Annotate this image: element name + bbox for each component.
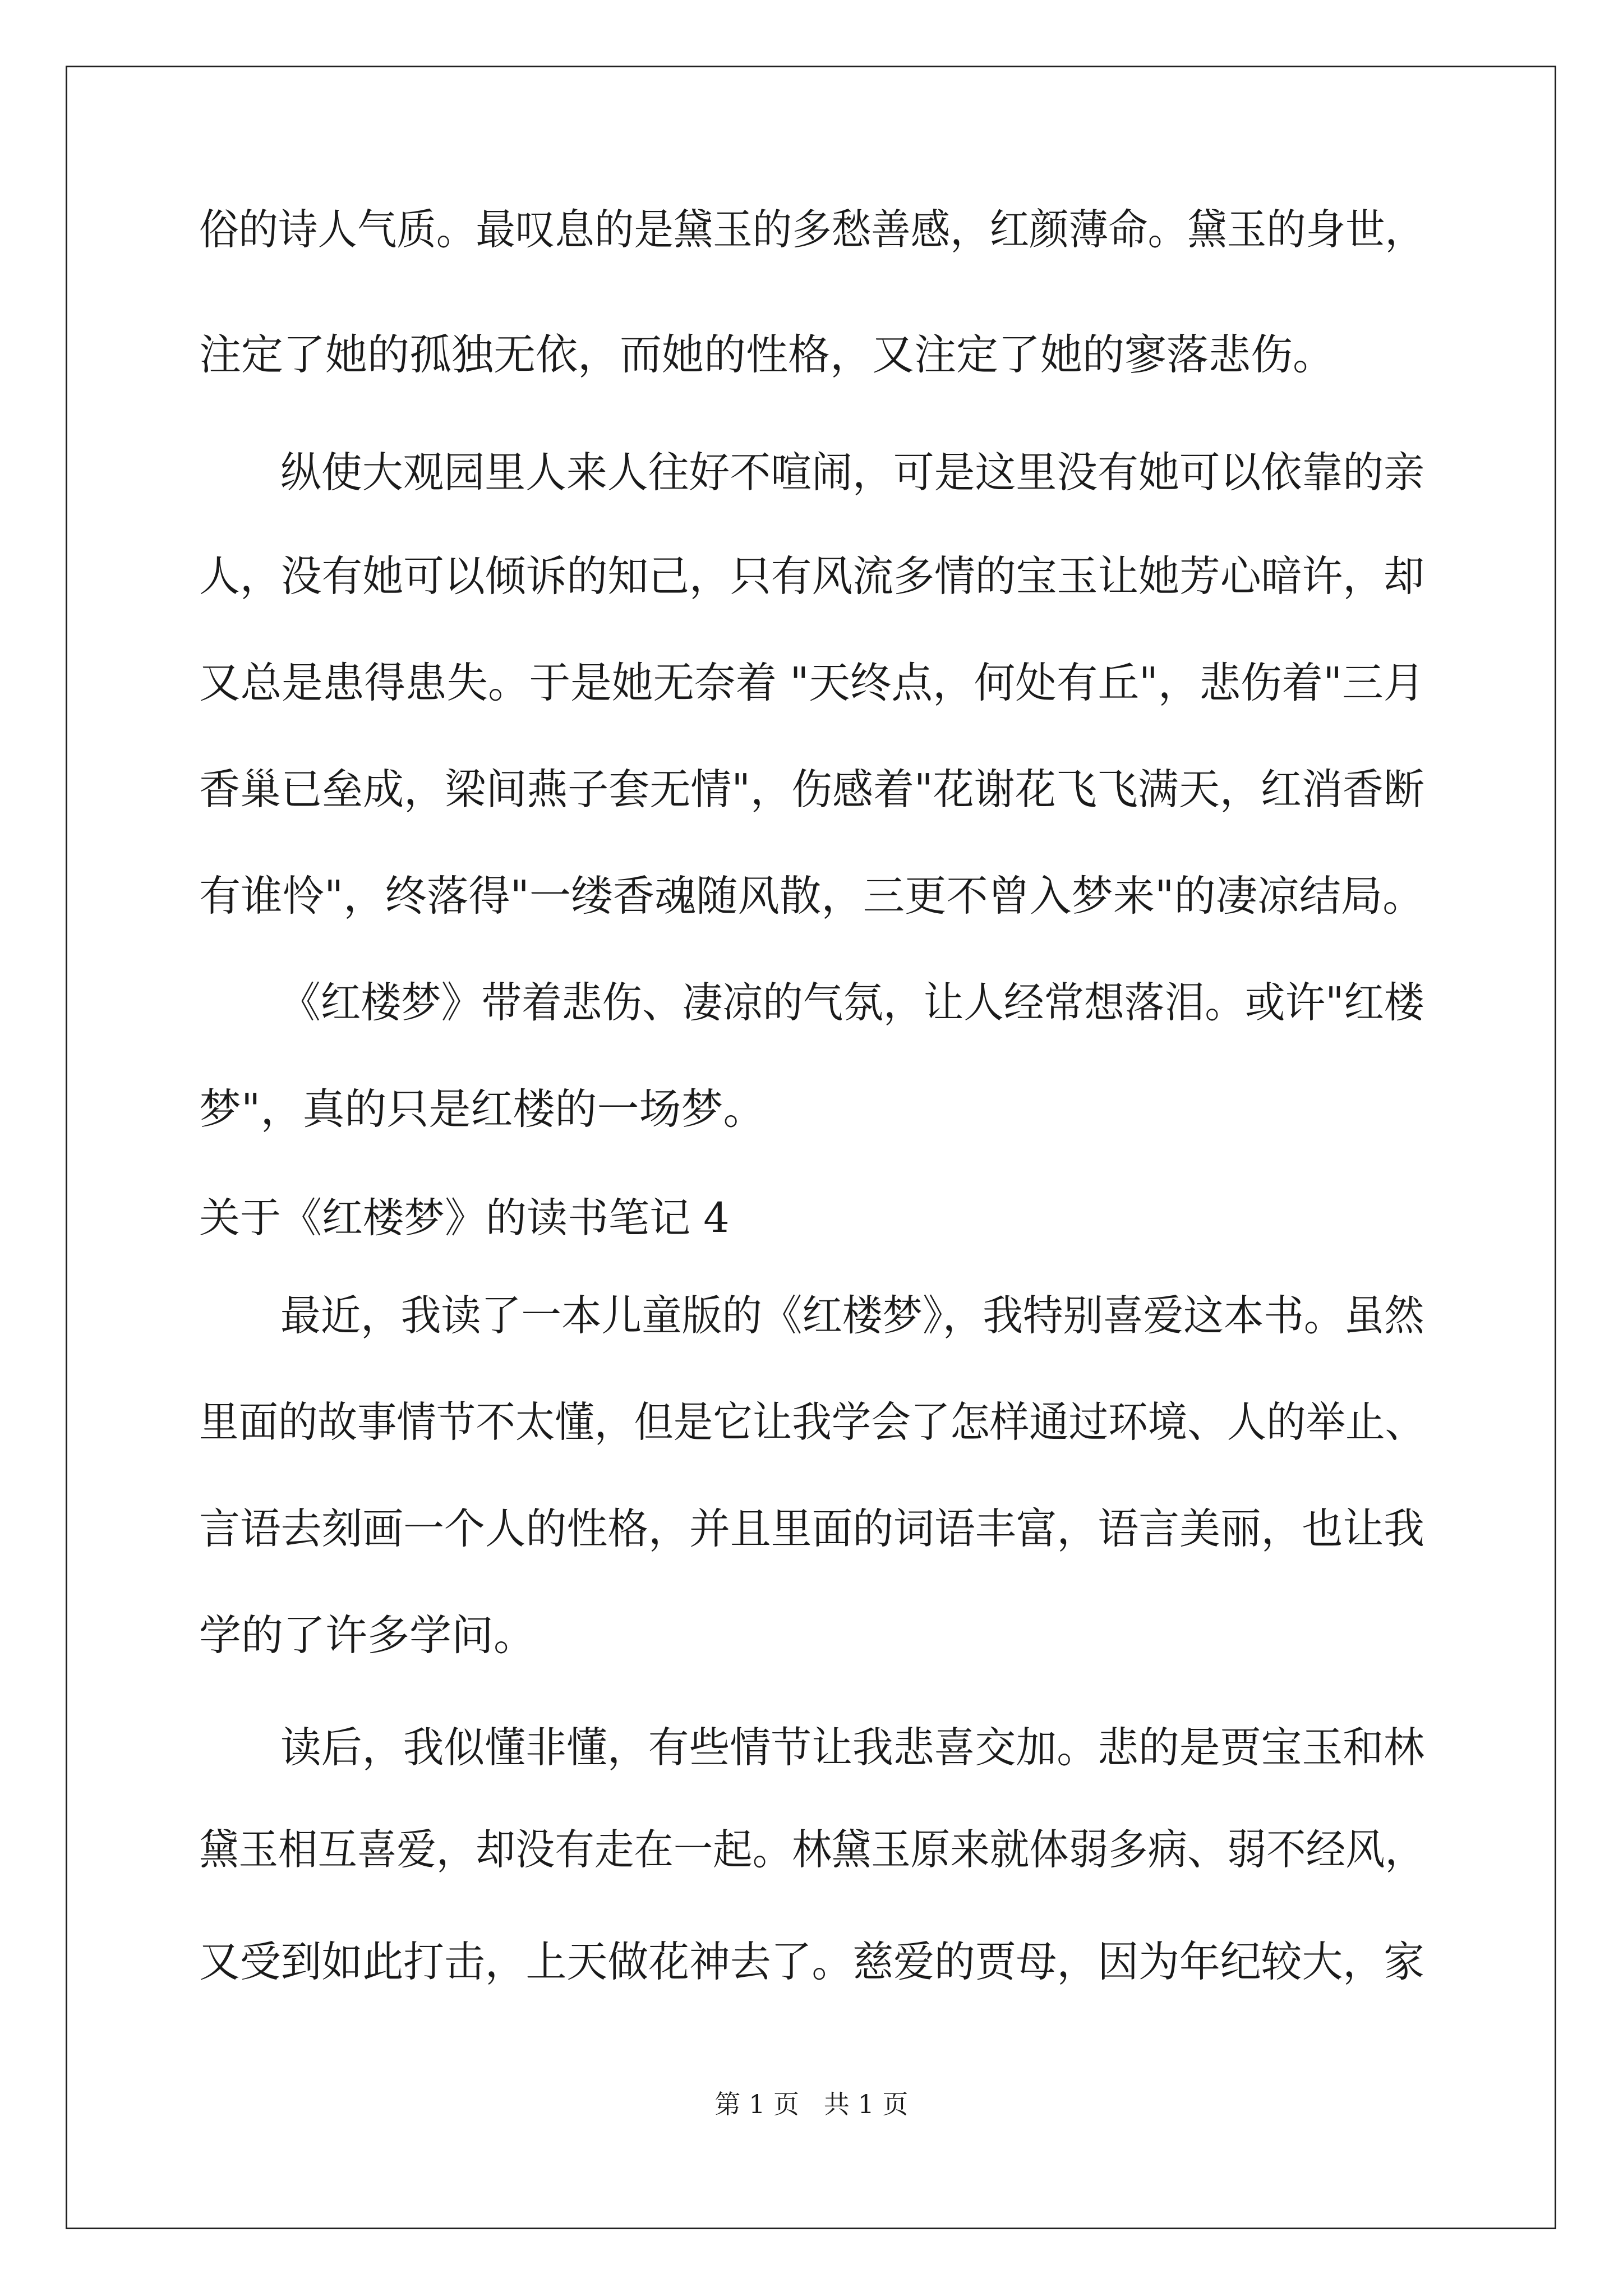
text-line: 注定了她的孤独无依，而她的性格，又注定了她的寥落悲伤。 <box>199 330 1335 379</box>
text-line: 言语去刻画一个人的性格，并且里面的词语丰富，语言美丽，也让我 <box>199 1504 1424 1553</box>
text-line: 学的了许多学问。 <box>199 1611 536 1660</box>
text-line: 又受到如此打击，上天做花神去了。慈爱的贾母，因为年纪较大，家 <box>199 1937 1424 1986</box>
text-line: 又总是患得患失。于是她无奈着 "天终点，何处有丘"，悲伤着"三月 <box>199 658 1425 707</box>
text-line: 《红楼梦》带着悲伤、凄凉的气氛，让人经常想落泪。或许"红楼 <box>280 978 1424 1027</box>
text-line: 有谁怜"，终落得"一缕香魂随风散，三更不曾入梦来"的凄凉结局。 <box>199 871 1424 921</box>
page-footer: 第 1 页 共 1 页 <box>714 2089 909 2119</box>
text-line: 读后，我似懂非懂，有些情节让我悲喜交加。悲的是贾宝玉和林 <box>280 1723 1424 1772</box>
text-line: 香巢已垒成，梁间燕子套无情"，伤感着"花谢花飞飞满天，红消香断 <box>199 765 1424 814</box>
text-line: 黛玉相互喜爱，却没有走在一起。林黛玉原来就体弱多病、弱不经风， <box>199 1825 1425 1874</box>
text-line: 梦"，真的只是红楼的一场梦。 <box>199 1084 766 1134</box>
text-line: 人，没有她可以倾诉的知己，只有风流多情的宝玉让她芳心暗许，却 <box>199 551 1424 601</box>
text-line: 里面的故事情节不太懂，但是它让我学会了怎样通过环境、人的举止、 <box>199 1397 1425 1447</box>
page-border <box>66 66 1556 2229</box>
section-heading: 关于《红楼梦》的读书笔记 4 <box>199 1194 730 1242</box>
text-line: 俗的诗人气质。最叹息的是黛玉的多愁善感，红颜薄命。黛玉的身世， <box>199 205 1425 254</box>
text-line: 纵使大观园里人来人往好不喧闹，可是这里没有她可以依靠的亲 <box>280 448 1424 497</box>
text-line: 最近，我读了一本儿童版的《红楼梦》，我特别喜爱这本书。虽然 <box>280 1291 1424 1340</box>
